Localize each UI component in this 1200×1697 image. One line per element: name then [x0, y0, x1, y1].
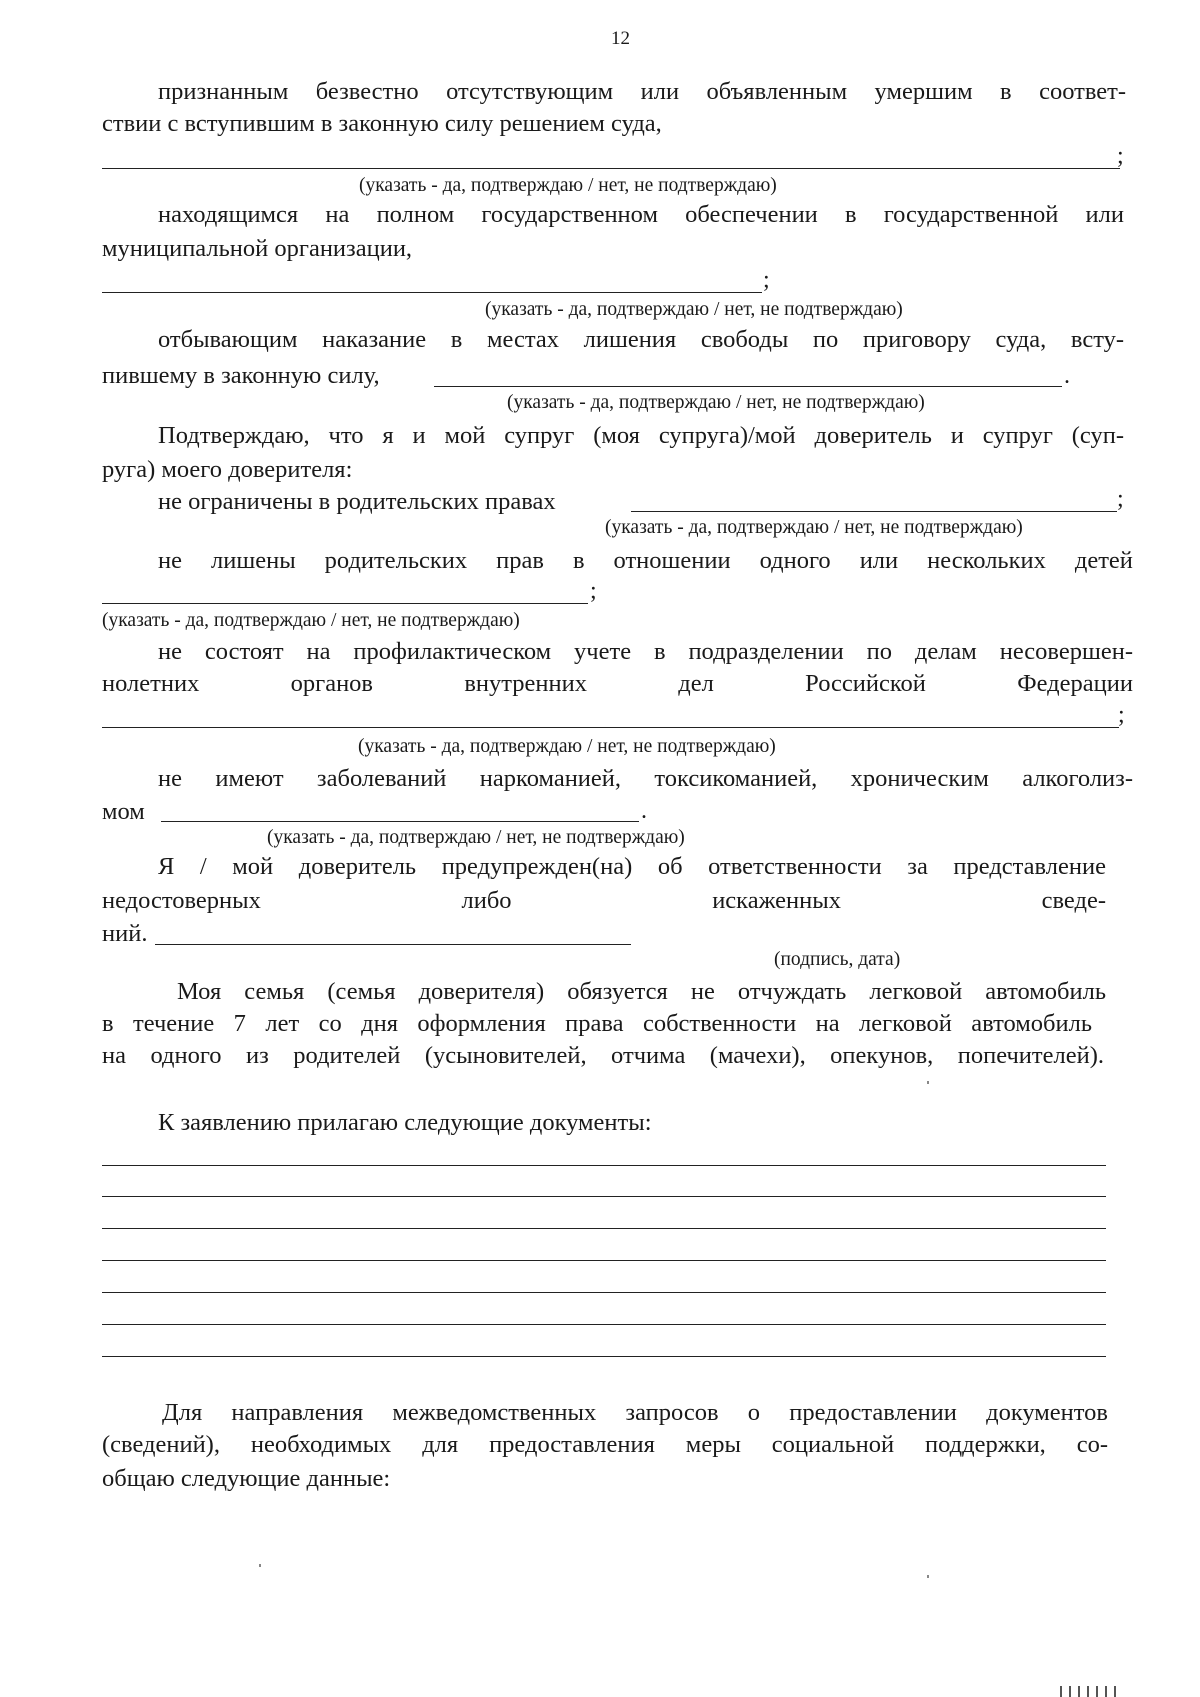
answer-end-missing: ; [1117, 143, 1124, 169]
answer-line-not-deprived[interactable] [102, 603, 588, 604]
paragraph-prison-line1: отбывающим наказание в местах лишения свободы по приговору суда, всту- [158, 326, 1124, 353]
scan-dot [927, 1575, 929, 1578]
paragraph-state-care-line2: муниципальной организации, [102, 235, 413, 262]
answer-line-prison[interactable] [434, 386, 1062, 387]
attachment-line-4[interactable] [102, 1260, 1106, 1261]
word: в [572, 547, 585, 574]
word: недостоверных [102, 887, 261, 914]
item-not-registered-line2 [102, 672, 1133, 697]
word: прав [496, 547, 544, 574]
attachment-line-3[interactable] [102, 1228, 1106, 1229]
word: нескольких [927, 547, 1046, 574]
paragraph-prison-line2: пившему в законную силу, [102, 362, 380, 389]
attachment-line-1[interactable] [102, 1165, 1106, 1166]
word: органов [290, 670, 373, 697]
answer-end-state-care: ; [763, 267, 770, 293]
word: родительских [324, 547, 468, 574]
paragraph-confirm-line1: Подтверждаю, что я и мой супруг (моя супруга)/мой доверитель и супруг (суп- [158, 422, 1124, 449]
hint-missing: (указать - да, подтверждаю / нет, не подтверждаю) [359, 175, 777, 196]
word: искаженных [712, 887, 841, 914]
scan-edge-marks [1060, 1686, 1120, 1697]
word: лишены [211, 547, 296, 574]
item-not-registered-line1: не состоят на профилактическом учете в подразделении по делам несовершен- [158, 638, 1133, 665]
answer-end-not-registered: ; [1118, 702, 1125, 728]
paragraph-car-line1: Моя семья (семья доверителя) обязуется не отчуждать легковой автомобиль [177, 978, 1106, 1005]
attachments-heading: К заявлению прилагаю следующие документы: [158, 1109, 652, 1136]
paragraph-warning-line3: ний. [102, 920, 148, 947]
attachment-line-6[interactable] [102, 1324, 1106, 1325]
hint-signature: (подпись, дата) [774, 949, 901, 970]
word: либо [461, 887, 512, 914]
word: Российской [805, 670, 926, 697]
hint-not-registered: (указать - да, подтверждаю / нет, не подтверждаю) [358, 736, 776, 757]
paragraph-car-line3: на одного из родителей (усыновителей, отчима (мачехи), опекунов, попечителей). [102, 1042, 1104, 1069]
hint-no-addiction: (указать - да, подтверждаю / нет, не подтверждаю) [267, 827, 685, 848]
word: Федерации [1017, 670, 1133, 697]
word: сведе- [1041, 887, 1106, 914]
attachment-line-5[interactable] [102, 1292, 1106, 1293]
answer-end-prison: . [1064, 363, 1070, 389]
word: детей [1074, 547, 1133, 574]
paragraph-interagency-line1: Для направления межведомственных запросов о предоставлении документов [162, 1399, 1108, 1426]
word: не [158, 547, 182, 574]
hint-not-deprived: (указать - да, подтверждаю / нет, не подтверждаю) [102, 610, 520, 631]
paragraph-car-line2: в течение 7 лет со дня оформления права собственности на легковой автомобиль [102, 1010, 1092, 1037]
hint-not-restricted: (указать - да, подтверждаю / нет, не подтверждаю) [605, 517, 1023, 538]
word: одного [759, 547, 831, 574]
word: внутренних [464, 670, 587, 697]
item-not-restricted: не ограничены в родительских правах [158, 488, 556, 515]
answer-end-not-deprived: ; [590, 578, 597, 604]
answer-line-no-addiction[interactable] [161, 821, 639, 822]
item-no-addiction-line1: не имеют заболеваний наркоманией, токсикоманией, хроническим алкоголиз- [158, 765, 1133, 792]
paragraph-warning-line2 [102, 889, 1106, 914]
signature-line[interactable] [155, 944, 631, 945]
word: дел [678, 670, 714, 697]
hint-state-care: (указать - да, подтверждаю / нет, не подтверждаю) [485, 299, 903, 320]
answer-line-missing[interactable] [102, 168, 1120, 169]
paragraph-state-care-line1: находящимся на полном государственном обеспечении в государственной или [158, 201, 1124, 228]
paragraph-missing-line1: признанным безвестно отсутствующим или объявленным умершим в соответ- [158, 78, 1126, 105]
answer-line-state-care[interactable] [102, 292, 762, 293]
attachment-line-2[interactable] [102, 1196, 1106, 1197]
item-no-addiction-line2: мом [102, 798, 145, 825]
answer-end-not-restricted: ; [1117, 486, 1124, 512]
paragraph-confirm-line2: руга) моего доверителя: [102, 456, 353, 483]
paragraph-interagency-line3: общаю следующие данные: [102, 1465, 391, 1492]
paragraph-warning-line1: Я / мой доверитель предупрежден(на) об ответственности за представление [158, 853, 1106, 880]
answer-line-not-registered[interactable] [102, 727, 1119, 728]
answer-line-not-restricted[interactable] [631, 511, 1117, 512]
word: отношении [613, 547, 731, 574]
attachment-line-7[interactable] [102, 1356, 1106, 1357]
paragraph-interagency-line2: (сведений), необходимых для предоставления меры социальной поддержки, со- [102, 1431, 1108, 1458]
hint-prison: (указать - да, подтверждаю / нет, не подтверждаю) [507, 392, 925, 413]
paragraph-missing-line2: ствии с вступившим в законную силу решением суда, [102, 110, 662, 137]
word: или [859, 547, 899, 574]
word: нолетних [102, 670, 200, 697]
scan-dot [259, 1564, 261, 1567]
item-not-deprived-line1 [158, 549, 1133, 574]
scan-dot [927, 1081, 929, 1084]
answer-end-no-addiction: . [641, 798, 647, 824]
page-number: 12 [611, 28, 630, 49]
